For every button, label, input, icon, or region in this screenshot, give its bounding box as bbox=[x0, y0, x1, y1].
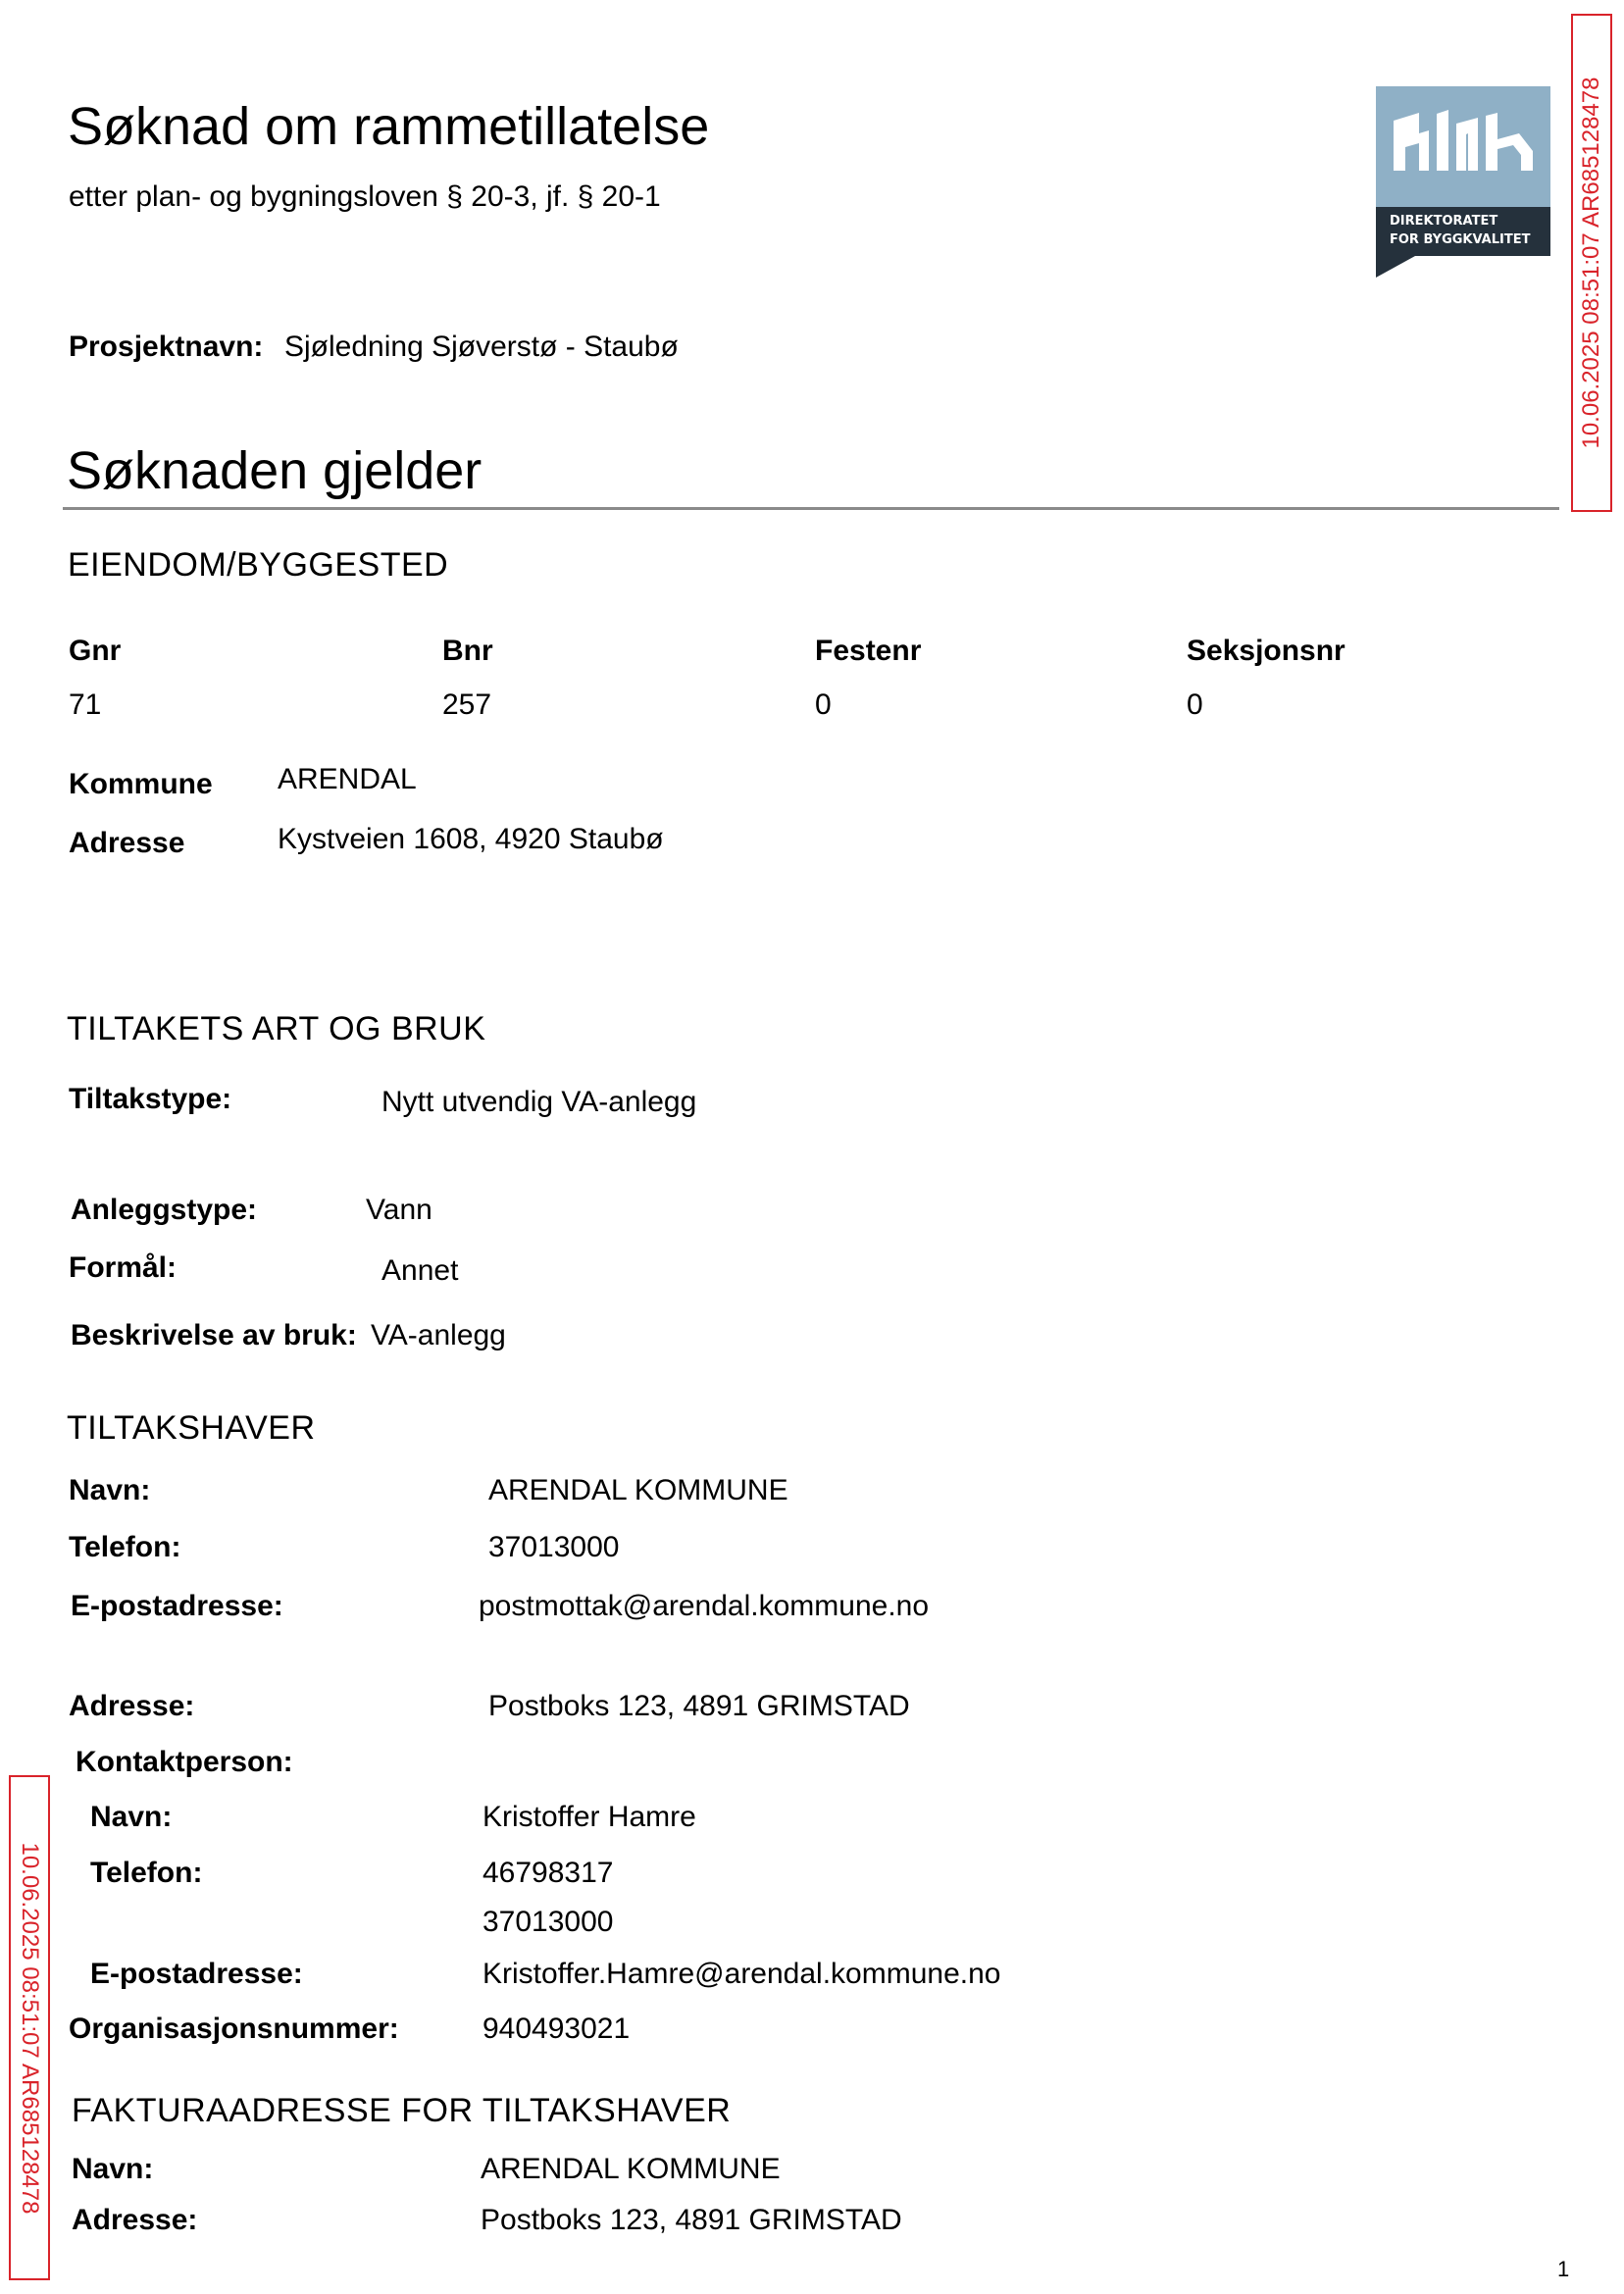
logo-line-2: FOR BYGGKVALITET bbox=[1390, 232, 1531, 247]
adresse-value: Kystveien 1608, 4920 Staubø bbox=[278, 823, 664, 855]
faktura-adresse-label: Adresse: bbox=[72, 2204, 198, 2236]
th-adresse-value: Postboks 123, 4891 GRIMSTAD bbox=[488, 1690, 910, 1722]
faktura-navn-label: Navn: bbox=[72, 2153, 154, 2185]
formal-label: Formål: bbox=[69, 1251, 178, 1284]
tiltak-heading: TILTAKETS ART OG BRUK bbox=[67, 1010, 486, 1047]
th-navn-label: Navn: bbox=[69, 1474, 151, 1506]
th-adresse-label: Adresse: bbox=[69, 1690, 195, 1722]
th-telefon-label: Telefon: bbox=[69, 1531, 181, 1563]
col-seksjonsnr: Seksjonsnr bbox=[1187, 635, 1345, 667]
col-festenr: Festenr bbox=[815, 635, 922, 667]
th-telefon-value: 37013000 bbox=[488, 1531, 620, 1563]
th-navn-value: ARENDAL KOMMUNE bbox=[488, 1474, 788, 1506]
logo-flag bbox=[1376, 256, 1415, 278]
stamp-text: 10.06.2025 08:51:07 AR685128478 bbox=[1578, 76, 1604, 449]
beskrivelse-label: Beskrivelse av bruk: bbox=[71, 1319, 357, 1351]
th-epost-label: E-postadresse: bbox=[71, 1590, 283, 1622]
kp-telefon-label: Telefon: bbox=[90, 1857, 203, 1889]
kp-navn-label: Navn: bbox=[90, 1801, 173, 1833]
val-gnr: 71 bbox=[69, 688, 102, 721]
project-label: Prosjektnavn: bbox=[69, 331, 264, 363]
dibk-logo bbox=[1376, 86, 1550, 278]
kp-telefon-value-1: 46798317 bbox=[482, 1857, 614, 1889]
val-seksjonsnr: 0 bbox=[1187, 688, 1203, 721]
kontaktperson-label: Kontaktperson: bbox=[76, 1746, 293, 1778]
logo-graphic bbox=[1376, 86, 1550, 207]
formal-value: Annet bbox=[381, 1254, 459, 1287]
stamp-text: 10.06.2025 08:51:07 AR685128478 bbox=[17, 1841, 43, 2215]
kommune-label: Kommune bbox=[69, 768, 213, 800]
th-epost-value: postmottak@arendal.kommune.no bbox=[479, 1590, 930, 1622]
orgnr-label: Organisasjonsnummer: bbox=[69, 2013, 399, 2045]
tiltakstype-value: Nytt utvendig VA-anlegg bbox=[381, 1086, 697, 1118]
faktura-navn-value: ARENDAL KOMMUNE bbox=[481, 2153, 781, 2185]
faktura-adresse-value: Postboks 123, 4891 GRIMSTAD bbox=[481, 2204, 902, 2236]
logo-line-1: DIREKTORATET bbox=[1390, 214, 1498, 229]
val-festenr: 0 bbox=[815, 688, 832, 721]
anleggstype-label: Anleggstype: bbox=[71, 1194, 258, 1226]
col-gnr: Gnr bbox=[69, 635, 122, 667]
kommune-value: ARENDAL bbox=[278, 763, 417, 795]
section-divider bbox=[63, 507, 1559, 510]
beskrivelse-value: VA-anlegg bbox=[371, 1319, 506, 1351]
document-subtitle: etter plan- og bygningsloven § 20-3, jf. § 20-1 bbox=[69, 180, 661, 213]
val-bnr: 257 bbox=[442, 688, 492, 721]
document-title: Søknad om rammetillatelse bbox=[68, 97, 710, 156]
faktura-heading: FAKTURAADRESSE FOR TILTAKSHAVER bbox=[72, 2092, 732, 2129]
tiltakstype-label: Tiltakstype: bbox=[69, 1083, 232, 1115]
section-title: Søknaden gjelder bbox=[67, 441, 482, 500]
date-stamp-right bbox=[1571, 14, 1612, 512]
kp-telefon-value-2: 37013000 bbox=[482, 1906, 614, 1938]
col-bnr: Bnr bbox=[442, 635, 493, 667]
logo-text-band bbox=[1376, 207, 1550, 256]
eiendom-heading: EIENDOM/BYGGESTED bbox=[68, 546, 449, 584]
kp-epost-label: E-postadresse: bbox=[90, 1958, 303, 1990]
date-stamp-left bbox=[9, 1775, 50, 2280]
tiltakshaver-heading: TILTAKSHAVER bbox=[67, 1409, 316, 1447]
kp-navn-value: Kristoffer Hamre bbox=[482, 1801, 696, 1833]
adresse-label: Adresse bbox=[69, 827, 185, 859]
project-value: Sjøledning Sjøverstø - Staubø bbox=[284, 331, 679, 363]
anleggstype-value: Vann bbox=[366, 1194, 432, 1226]
kp-epost-value: Kristoffer.Hamre@arendal.kommune.no bbox=[482, 1958, 1001, 1990]
orgnr-value: 940493021 bbox=[482, 2013, 631, 2045]
page-number: 1 bbox=[1557, 2257, 1570, 2281]
